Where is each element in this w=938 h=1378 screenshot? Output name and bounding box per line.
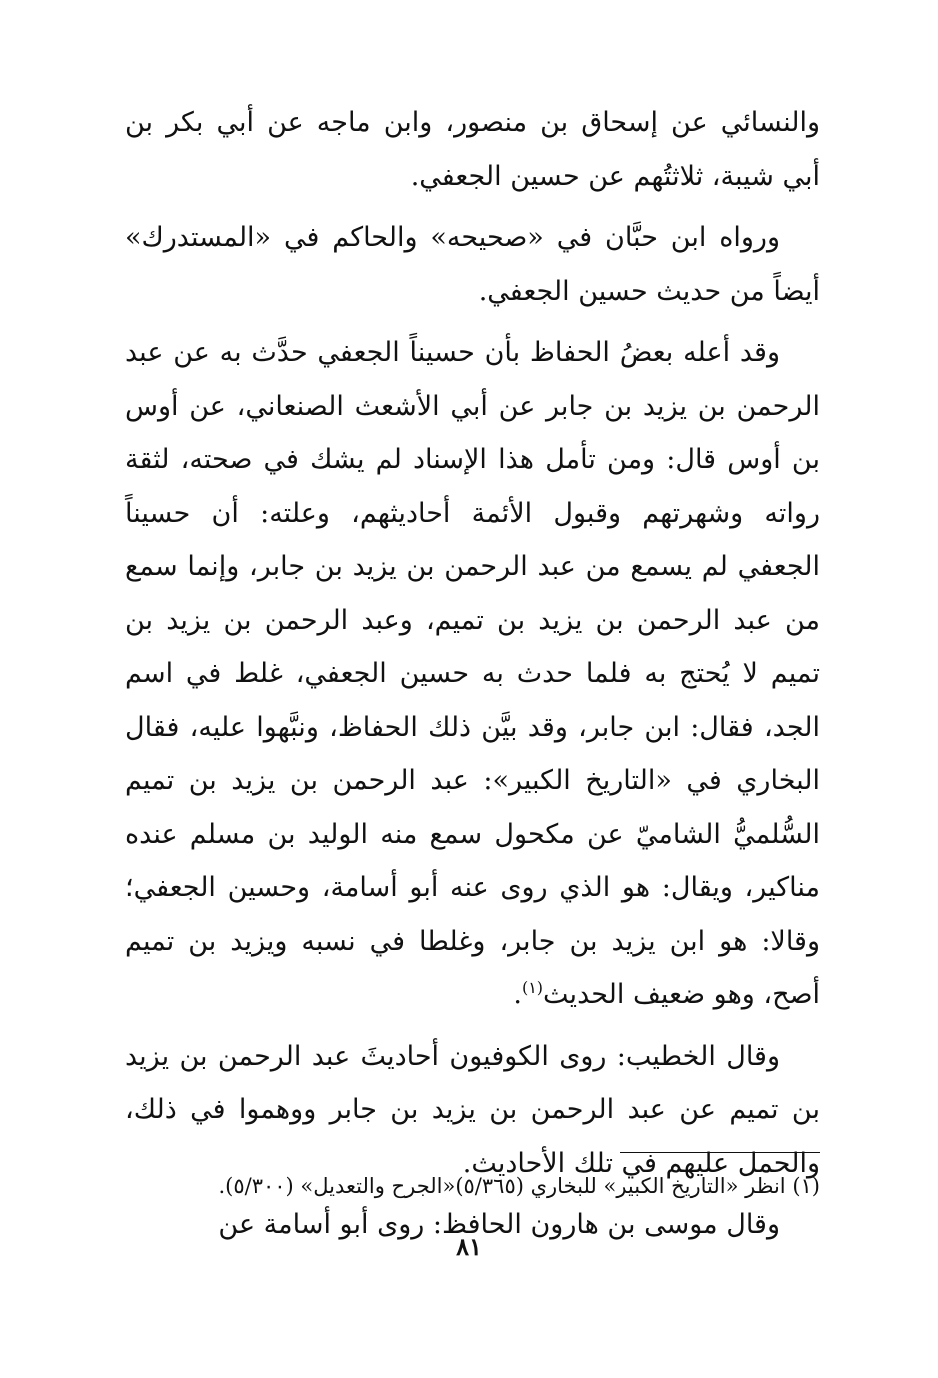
- paragraph-4: وقال الخطيب: روى الكوفيون أحاديثَ عبد الرحمن بن يزيد بن تميم عن عبد الرحمن بن يزيد بن جابر ووهموا في ذلك، والحمل عليهم في تلك الأحاديث.: [125, 1040, 820, 1179]
- paragraph-3-end: .: [513, 979, 522, 1010]
- paragraph-2: ورواه ابن حبَّان في «صحيحه» والحاكم في «المستدرك» أيضاً من حديث حسين الجعفي.: [125, 222, 820, 307]
- paragraph-5: وقال موسى بن هارون الحافظ: روى أبو أسامة عن: [218, 1209, 780, 1240]
- paragraph-1: والنسائي عن إسحاق بن منصور، وابن ماجه عن أبي بكر بن أبي شيبة، ثلاثتُهم عن حسين الجعفي.: [125, 107, 820, 192]
- paragraph-3: [125, 326, 820, 1022]
- footnote-separator: [620, 1152, 820, 1153]
- page-number: ٨١: [456, 1232, 482, 1261]
- footnote-reference[interactable]: (١): [521, 978, 544, 997]
- page-body: [125, 96, 820, 1260]
- footnote: (١) انظر «التاريخ الكبير» للبخاري (٥/٣٦٥)«الجرح والتعديل» (٥/٣٠٠).: [218, 1174, 820, 1198]
- paragraph-3-text: وقد أعله بعضُ الحفاظ بأن حسيناً الجعفي حدَّث به عن عبد الرحمن بن يزيد بن جابر عن أبي الأشعث الصنعاني، عن أوس بن أوس قال: ومن تأمل هذا الإسناد لم يشك في صحته، لثقة رواته وشهرتهم وقبول الأئمة أحاديثهم، وعلته: أن حسيناً الجعفي لم يسمع من عبد الرحمن بن يزيد بن جابر، وإنما سمع من عبد الرحمن بن يزيد بن تميم، وعبد الرحمن بن يزيد بن تميم لا يُحتج به فلما حدث به حسين الجعفي، غلط في اسم الجد، فقال: ابن جابر، وقد بيَّن ذلك الحفاظ، ونبَّهوا عليه، فقال البخاري في «التاريخ الكبير»: عبد الرحمن بن يزيد بن تميم السُّلميُّ الشاميّ عن مكحول سمع منه الوليد بن مسلم عنده مناكير، ويقال: هو الذي روى عنه أبو أسامة، وحسين الجعفي؛ وقالا: هو ابن يزيد بن جابر، وغلطا في نسبه ويزيد بن تميم أصح، وهو ضعيف الحديث: [125, 337, 820, 1010]
